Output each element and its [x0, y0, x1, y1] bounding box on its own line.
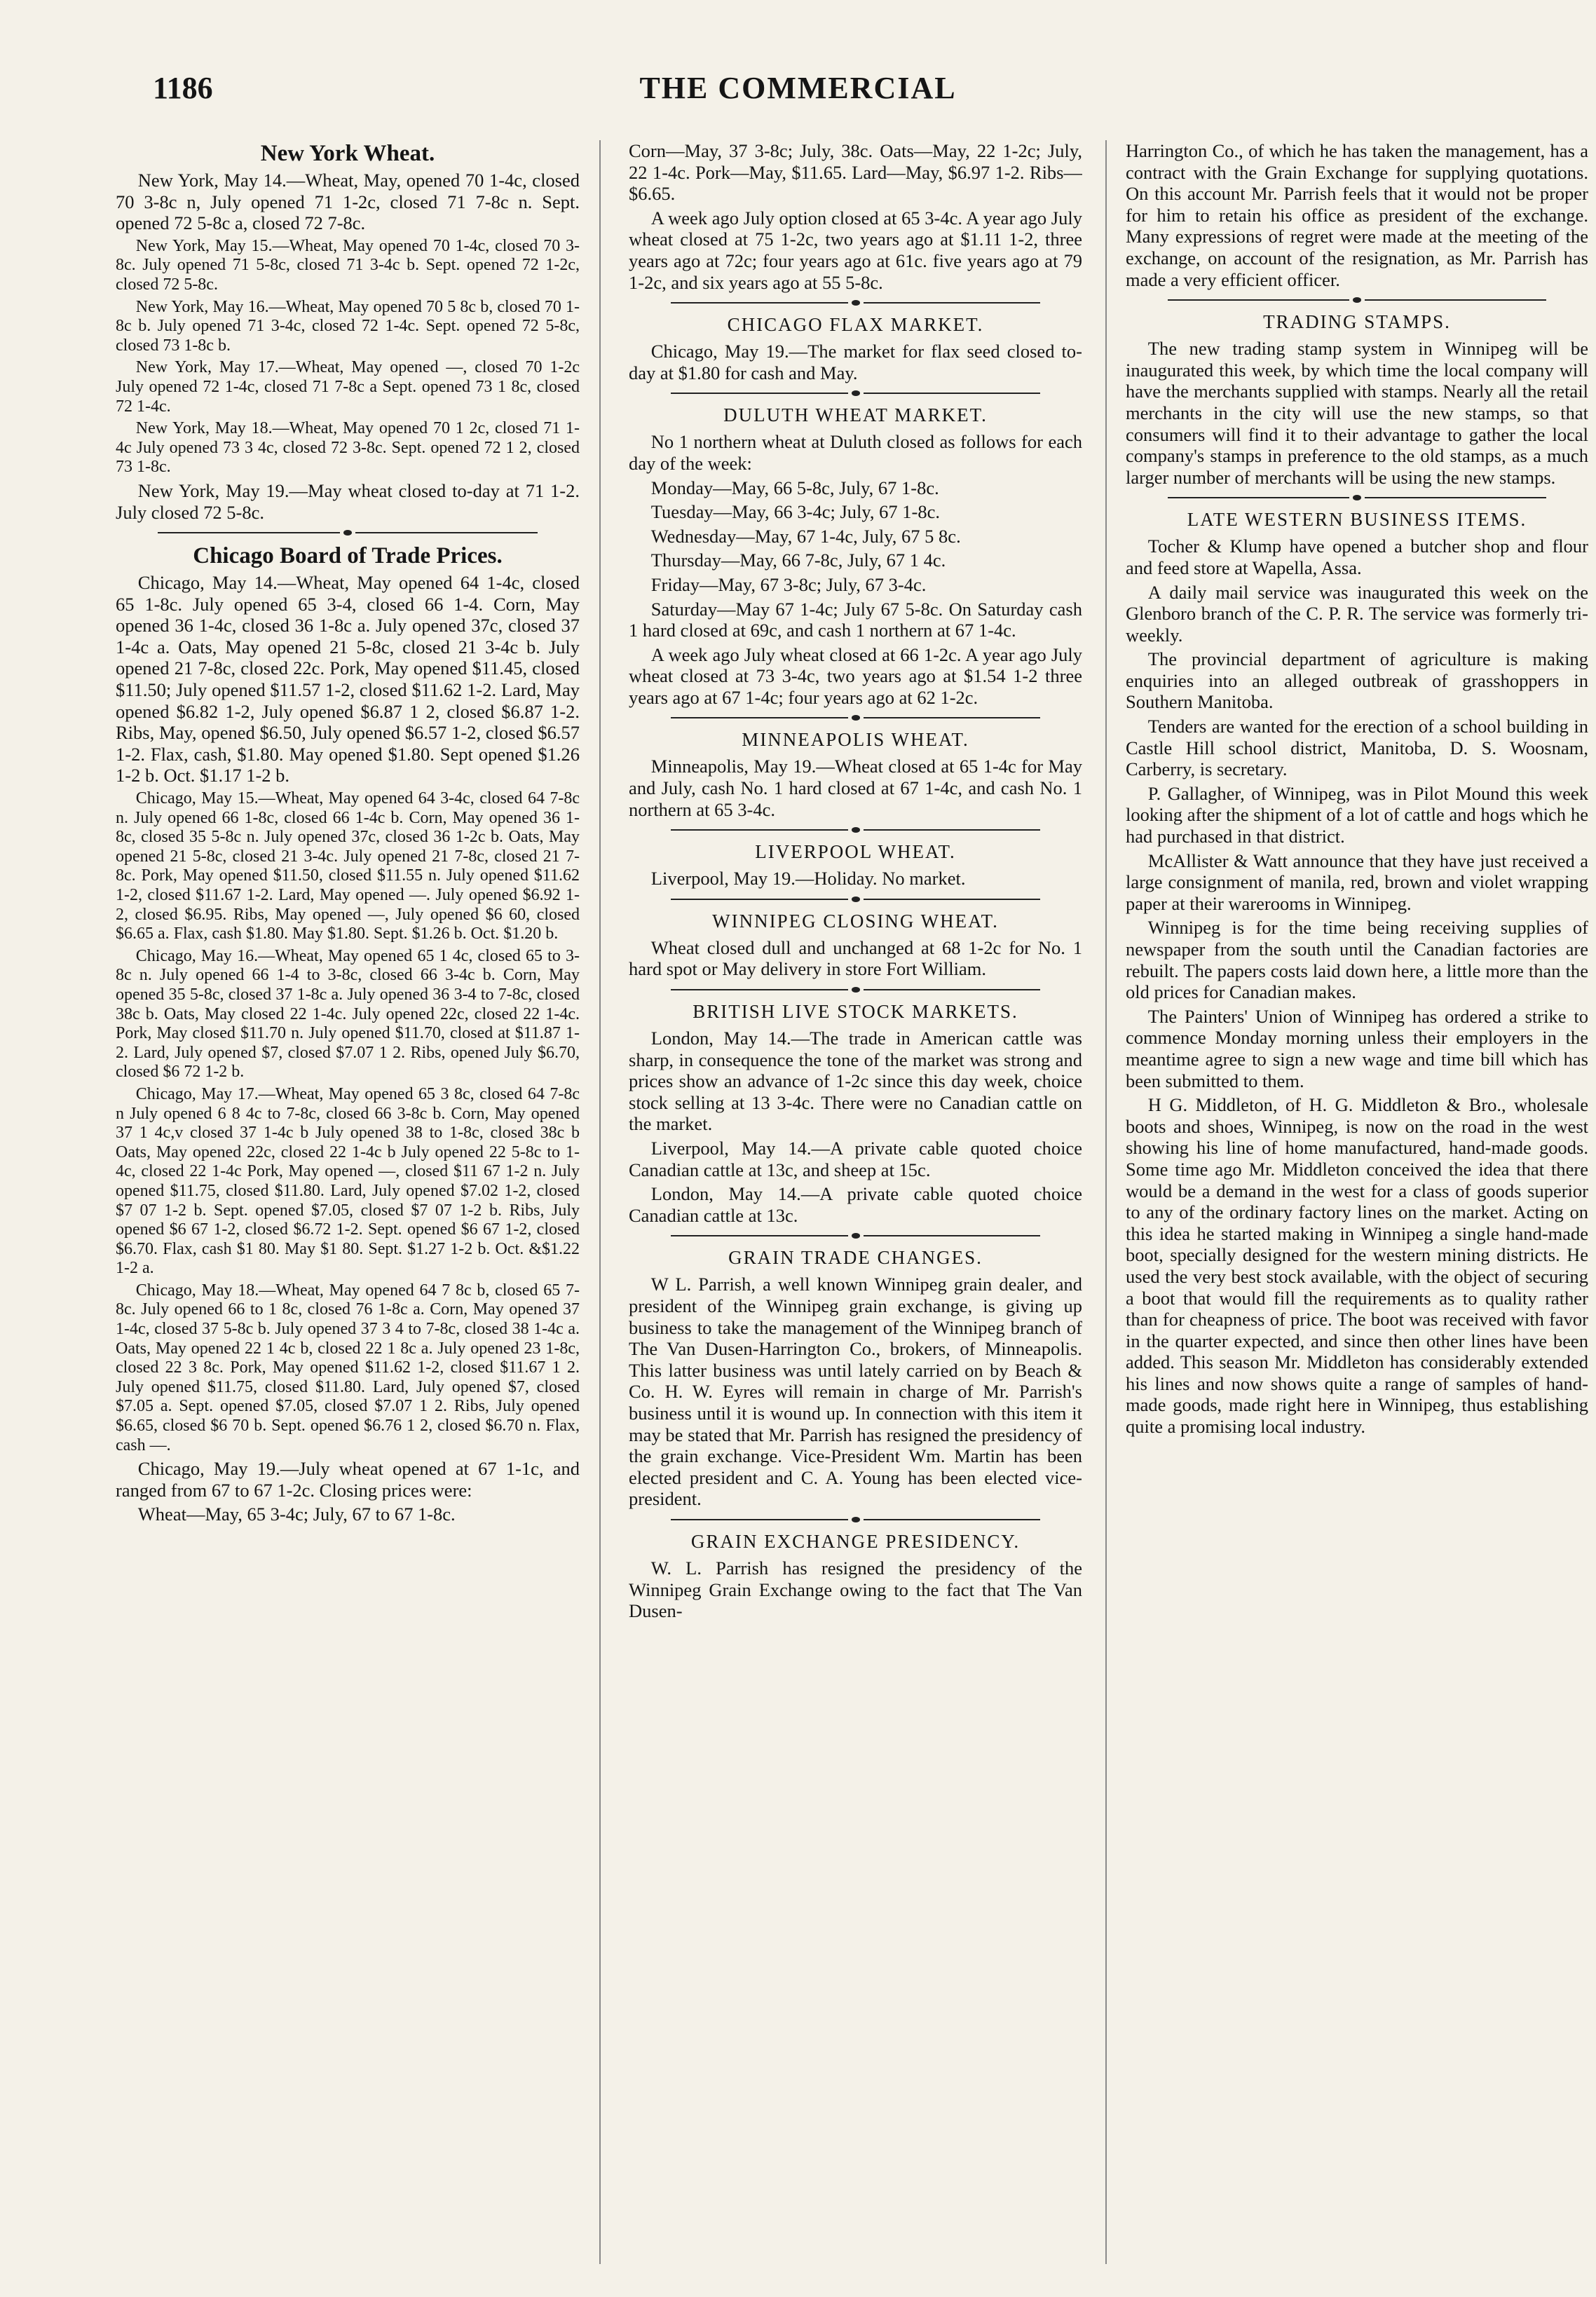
article-paragraph: Saturday—May 67 1-4c; July 67 5-8c. On Saturday cash 1 hard closed at 69c, and cash 1 northern at 67 1-4c.: [629, 598, 1082, 641]
article-paragraph: W. L. Parrish has resigned the presidency of the Winnipeg Grain Exchange owing to the fact that The Van Dusen-: [629, 1557, 1082, 1622]
article-paragraph: Wheat—May, 65 3-4c; July, 67 to 67 1-8c.: [137, 1504, 456, 1525]
article-paragraph: New York, May 15.—Wheat, May opened 70 1-4c, closed 70 3-8c. July opened 71 5-8c, closed 71 3-4c b. Sept. opened 72 1-2c, closed 72 5-8c.: [116, 236, 580, 294]
article-paragraph: Harrington Co., of which he has taken the management, has a contract with the Grain Exchange for supplying quotations. On this account Mr. Parrish feels that it would not be proper for him to retain his office as president of the exchange. Many expressions of regret were made at the meeting of the exchange, on account of the resignation, as Mr. Parrish has made a very efficient officer.: [1126, 140, 1588, 290]
article-paragraph: P. Gallagher, of Winnipeg, was in Pilot Mound this week looking after the shipment of a lot of cattle and hogs which he had purchased in that district.: [1126, 782, 1588, 847]
article-title-duluth-wheat-market: DULUTH WHEAT MARKET.: [723, 404, 988, 426]
article-paragraph: Liverpool, May 19.—Holiday. No market.: [650, 868, 966, 890]
article-title-winnipeg-closing-wheat: WINNIPEG CLOSING WHEAT.: [712, 910, 999, 932]
article-paragraph: Corn—May, 37 3-8c; July, 38c. Oats—May, 22 1-2c; July, 22 1-4c. Pork—May, $11.65. Lard—May, $6.97 1-2. Ribs—$6.65.: [629, 140, 1082, 205]
article-title-grain-trade-changes: GRAIN TRADE CHANGES.: [728, 1247, 983, 1269]
article-paragraph: Minneapolis, May 19.—Wheat closed at 65 1-4c for May and July, cash No. 1 hard closed at 67 1-4c, and cash No. 1 northern at 65 3-4c.: [629, 756, 1082, 820]
section-separator: [1168, 297, 1546, 303]
column-3: [1126, 140, 1588, 2271]
article-paragraph: W L. Parrish, a well known Winnipeg grain dealer, and president of the Winnipeg grain exchange, is giving up business to take the management of the Winnipeg branch of The Van Dusen-Harrington Co., brokers, of Minneapolis. This latter business was until lately carried on by Beach & Co. H. W. Eyres will remain in charge of Mr. Parrish's business until it is wound up. In connection with this item it may be stated that Mr. Parrish has resigned the presidency of the grain exchange. Vice-President Wm. Martin has been elected president and C. A. Young has been elected vice-president.: [629, 1274, 1082, 1510]
column-rule: [599, 140, 601, 2264]
article-paragraph: London, May 14.—The trade in American cattle was sharp, in consequence the tone of the market was strong and prices show an advance of 1-2c since this day week, choice stock selling at 13 3-4c. There were no Canadian cattle on the market.: [629, 1028, 1082, 1135]
article-paragraph: The new trading stamp system in Winnipeg will be inaugurated this week, by which time the local company will have the merchants supplied with stamps. Nearly all the retail merchants in the city will use the new stamps, so that consumers will find it to their advantage to gather the local company's stamps in preference to the old stamps, as a much larger number of merchants will be using the new stamps.: [1126, 338, 1588, 488]
article-paragraph: Tuesday—May, 66 3-4c; July, 67 1-8c.: [650, 501, 940, 523]
article-paragraph: Chicago, May 15.—Wheat, May opened 64 3-4c, closed 64 7-8c n. July opened 66 1-8c, closed 66 1-4c b. Corn, May opened 36 1-8c, closed 35 5-8c n. July opened 37c, closed 36 1-2c b. Oats, May opened 21 5-8c, closed 21 3-4c. July opened 21 7-8c, closed 21 7-8c. Pork, May opened $11.50, closed $11.55 n. July opened $11.62 1-2, closed $11.67 1-2. Lard, May opened —. July opened $6.92 1-2, closed $6.95. Ribs, May opened —, July opened $6 60, closed $6.65 a. Flax, cash $1.80. May $1.80. Sept. $1.26 b. Oct. $1.20 b.: [116, 789, 580, 943]
column-2: [629, 140, 1082, 2271]
article-paragraph: A daily mail service was inaugurated this week on the Glenboro branch of the C. P. R. The service was formerly tri-weekly.: [1126, 581, 1588, 646]
article-paragraph: Chicago, May 16.—Wheat, May opened 65 1 4c, closed 65 to 3-8c n. July opened 66 1-4 to 3-8c, closed 66 3-4c b. Corn, May opened 35 5-8c, closed 37 1-8c a. July opened 36 3-4 to 7-8c, closed 38c b. Oats, May closed 22 1-4c. July opened 22c, closed 22 1-4c. Pork, May closed $11.70 n. July opened $11.70, closed at $11.87 1-2. Lard, July opened $7, closed $7.07 1 2. Ribs, opened July $6.70, closed $6 72 1-2 b.: [116, 946, 580, 1082]
article-paragraph: London, May 14.—A private cable quoted choice Canadian cattle at 13c.: [629, 1183, 1082, 1226]
article-paragraph: Chicago, May 18.—Wheat, May opened 64 7 8c b, closed 65 7-8c. July opened 66 to 1 8c, closed 76 1-8c a. Corn, May opened 37 1-4c, closed 37 5-8c b. July opened 37 3 4 to 7-8c, closed 38 1-4c a. Oats, May opened 22 1 4c b, closed 22 1 8c a. July opened 23 1-8c, closed 22 3 8c. Pork, May opened $11.62 1-2, closed $11.67 1 2. July opened $11.75, closed $11.80. Lard, July opened $7, closed $7.05 a. Sept. opened $7.05, closed $7.07 1 2. Ribs, July opened $6.65, closed $6 70 b. Sept. opened $6.76 1 2, closed $6.70 n. Flax, cash —.: [116, 1281, 580, 1454]
article-title-british-live-stock: BRITISH LIVE STOCK MARKETS.: [693, 1001, 1018, 1023]
section-separator: [671, 715, 1040, 721]
article-paragraph: A week ago July option closed at 65 3-4c. A year ago July wheat closed at 75 1-2c, two years ago at $1.11 1-2, three years ago at 72c; four years ago at 61c. five years ago at 79 1-2c, and six years ago at 55 5-8c.: [629, 207, 1082, 293]
section-separator: [671, 827, 1040, 833]
article-paragraph: New York, May 19.—May wheat closed to-day at 71 1-2. July closed 72 5-8c.: [116, 479, 580, 523]
article-paragraph: Tocher & Klump have opened a butcher shop and flour and feed store at Wapella, Assa.: [1126, 536, 1588, 578]
article-paragraph: Liverpool, May 14.—A private cable quoted choice Canadian cattle at 13c, and sheep at 15c.: [629, 1138, 1082, 1180]
article-paragraph: H G. Middleton, of H. G. Middleton & Bro., wholesale boots and shoes, Winnipeg, is now on the road in the west showing his line of home manufactured, hand-made goods. Some time ago Mr. Middleton conceived the idea that there would be a demand in the west for a class of goods superior to any of the ordinary factory lines on the market. Acting on this idea he started making in Winnipeg a single hand-made boot, specially designed for the western mining districts. He used the very best stock available, with the object of securing a boot that would fill the requirements as to quality rather than for cheapness of price. The boot was received with favor in the quarter expected, and since then other lines have been added. This season Mr. Middleton has considerably extended his lines and now shows quite a range of samples of hand-made goods, made right here in Winnipeg, thus establishing quite a promising local industry.: [1126, 1094, 1588, 1438]
article-title-trading-stamps: TRADING STAMPS.: [1263, 311, 1451, 333]
section-separator: [671, 300, 1040, 306]
article-paragraph: Wednesday—May, 67 1-4c, July, 67 5 8c.: [650, 525, 961, 547]
article-title-grain-exchange-presidency: GRAIN EXCHANGE PRESIDENCY.: [690, 1530, 1021, 1552]
article-title-chicago-board-of-trade: Chicago Board of Trade Prices.: [193, 543, 503, 569]
article-paragraph: Chicago, May 19.—July wheat opened at 67 1-1c, and ranged from 67 to 67 1-2c. Closing prices were:: [116, 1458, 580, 1501]
section-separator: [671, 1233, 1040, 1239]
article-title-chicago-flax-market: CHICAGO FLAX MARKET.: [727, 314, 984, 336]
article-title-minneapolis-wheat: MINNEAPOLIS WHEAT.: [742, 729, 969, 751]
article-paragraph: The Painters' Union of Winnipeg has ordered a strike to commence Monday morning unless their employers in the meantime agree to sign a new wage and time bill which has been submitted to them.: [1126, 1005, 1588, 1091]
article-paragraph: New York, May 17.—Wheat, May opened —, closed 70 1-2c July opened 72 1-4c, closed 71 7-8c a Sept. opened 73 1 8c, closed 72 1-4c.: [116, 358, 580, 416]
article-paragraph: McAllister & Watt announce that they have just received a large consignment of manila, red, brown and violet wrapping paper at their warerooms in Winnipeg.: [1126, 850, 1588, 914]
article-paragraph: Chicago, May 19.—The market for flax seed closed to-day at $1.80 for cash and May.: [629, 341, 1082, 383]
article-paragraph: The provincial department of agriculture is making enquiries into an alleged outbreak of grasshoppers in Southern Manitoba.: [1126, 648, 1588, 713]
page-number: 1186: [153, 71, 213, 105]
column-1: [116, 140, 580, 2271]
article-paragraph: New York, May 14.—Wheat, May, opened 70 1-4c, closed 70 3-8c n, July opened 71 1-2c, closed 71 7-8c n. Sept. opened 72 5-8c a, closed 72 7-8c.: [116, 170, 580, 234]
section-separator: [671, 390, 1040, 396]
article-paragraph: Thursday—May, 66 7-8c, July, 67 1 4c.: [650, 550, 946, 571]
article-paragraph: Winnipeg is for the time being receiving supplies of newspaper from the south until the Canadian factories are rebuilt. The papers costs laid down here, a little more than the old prices for Canadian makes.: [1126, 917, 1588, 1003]
section-separator: [671, 897, 1040, 902]
article-paragraph: Monday—May, 66 5-8c, July, 67 1-8c.: [650, 477, 939, 498]
article-paragraph: No 1 northern wheat at Duluth closed as follows for each day of the week:: [629, 431, 1082, 474]
article-paragraph: Wheat closed dull and unchanged at 68 1-2c for No. 1 hard spot or May delivery in store Fort William.: [629, 936, 1082, 980]
article-paragraph: New York, May 18.—Wheat, May opened 70 1 2c, closed 71 1-4c July opened 73 3 4c, closed 72 3-8c. Sept. opened 72 1 2, closed 73 1-8c.: [116, 419, 580, 477]
article-title-new-york-wheat: New York Wheat.: [260, 141, 435, 166]
publication-title: THE COMMERCIAL: [639, 71, 957, 105]
section-separator: [1168, 495, 1546, 500]
article-paragraph: Chicago, May 14.—Wheat, May opened 64 1-4c, closed 65 1-8c. July opened 65 3-4, closed 66 1-4. Corn, May opened 36 1-4c, closed 36 1-8c a. July opened 37c, closed 37 1-4c a. Oats, May opened 21 5-8c, closed 21 3-4c b. July opened 21 7-8c, closed 22c. Pork, May opened $11.45, closed $11.50; July opened $11.57 1-2, closed $11.62 1-2. Lard, May opened $6.82 1-2, July opened $6.87 1 2, closed $6.87 1-2. Ribs, May, opened $6.50, July opened $6.57 1-2, closed $6.57 1-2. Flax, cash, $1.80. May opened $1.80. Sept opened $1.26 1-2 b. Oct. $1.17 1-2 b.: [116, 572, 580, 786]
article-paragraph: A week ago July wheat closed at 66 1-2c. A year ago July wheat closed at 73 3-4c, two years ago at $1.54 1-2 three years ago at 67 1-4c; four years ago at 62 1-2c.: [629, 643, 1082, 708]
column-rule: [1105, 140, 1107, 2264]
article-paragraph: Friday—May, 67 3-8c; July, 67 3-4c.: [650, 573, 927, 595]
article-paragraph: New York, May 16.—Wheat, May opened 70 5 8c b, closed 70 1-8c b. July opened 71 3-4c, closed 72 1-4c. Sept. opened 72 5-8c, closed 73 1-8c b.: [116, 297, 580, 355]
article-paragraph: Chicago, May 17.—Wheat, May opened 65 3 8c, closed 64 7-8c n July opened 6 8 4c to 7-8c, closed 66 3-8c b. Corn, May opened 37 1 4c,v closed 37 1-4c b July opened 38 to 1-8c, closed 38c b Oats, May opened 22c, closed 22 1-4c b July opened 22 5-8c to 1-4c, closed 22 1-4c Pork, May opened —, closed $11 67 1-2 n. July opened $11.75, closed $11.80. Lard, July opened $7.02 1-2, closed $7 07 1-2 b. Sept. opened $7.05, closed $7 07 1-2 b. Ribs, July opened $6 67 1-2, closed $6.72 1-2. Sept. opened $6 67 1-2, closed $6.70. Flax, cash $1 80. May $1 80. Sept. $1.27 1-2 b. Oct. &$1.22 1-2 a.: [116, 1084, 580, 1278]
article-paragraph: Tenders are wanted for the erection of a school building in Castle Hill school district, Manitoba, D. S. Woosnam, Carberry, is secretary.: [1126, 716, 1588, 780]
section-separator: [671, 1517, 1040, 1522]
section-separator: [671, 987, 1040, 993]
article-title-late-western-business-items: LATE WESTERN BUSINESS ITEMS.: [1187, 509, 1527, 531]
article-title-liverpool-wheat: LIVERPOOL WHEAT.: [755, 841, 956, 863]
section-separator: [158, 530, 538, 536]
